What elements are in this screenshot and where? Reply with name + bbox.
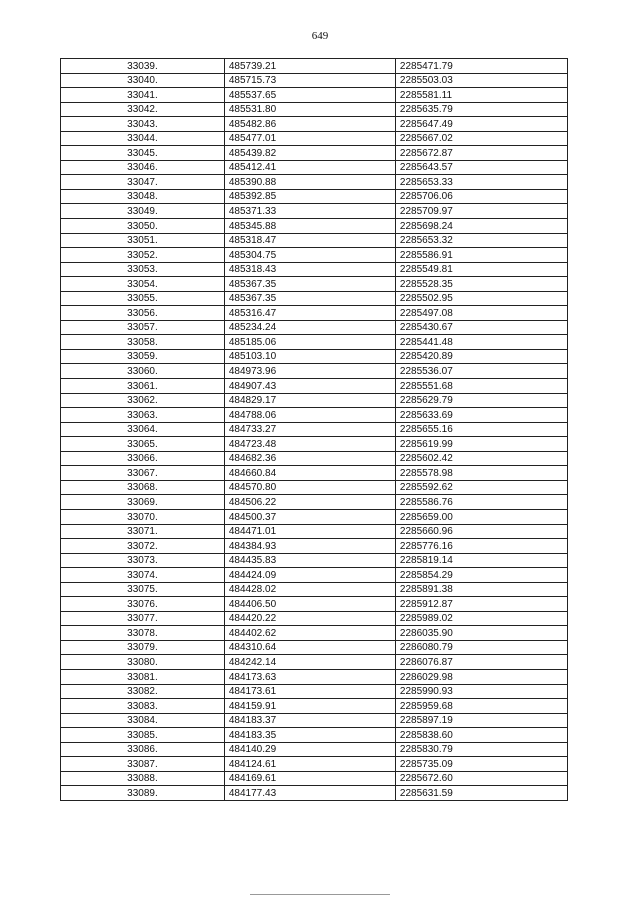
table-row (61, 422, 568, 437)
point-id-cell: 33051. (61, 233, 225, 248)
x-coordinate-cell: 484310.64 (224, 640, 395, 655)
x-coordinate-cell: 484506.22 (224, 495, 395, 510)
table-row (61, 509, 568, 524)
point-id-cell: 33047. (61, 175, 225, 190)
y-coordinate-cell: 2285592.62 (395, 480, 567, 495)
y-coordinate-cell: 2285655.16 (395, 422, 567, 437)
point-id-cell: 33040. (61, 73, 225, 88)
x-coordinate-cell: 485103.10 (224, 349, 395, 364)
y-coordinate-cell: 2285660.96 (395, 524, 567, 539)
table-row (61, 524, 568, 539)
y-coordinate-cell: 2285659.00 (395, 509, 567, 524)
table-row (61, 88, 568, 103)
point-id-cell: 33078. (61, 626, 225, 641)
table-row (61, 408, 568, 423)
point-id-cell: 33053. (61, 262, 225, 277)
point-id-cell: 33050. (61, 219, 225, 234)
y-coordinate-cell: 2285989.02 (395, 611, 567, 626)
table-row (61, 466, 568, 481)
footer-rule (250, 894, 390, 895)
x-coordinate-cell: 485412.41 (224, 160, 395, 175)
table-row (61, 684, 568, 699)
point-id-cell: 33064. (61, 422, 225, 437)
y-coordinate-cell: 2285578.98 (395, 466, 567, 481)
coordinates-table-body (61, 59, 568, 801)
table-row (61, 73, 568, 88)
y-coordinate-cell: 2285502.95 (395, 291, 567, 306)
y-coordinate-cell: 2285672.87 (395, 146, 567, 161)
y-coordinate-cell: 2285959.68 (395, 699, 567, 714)
coordinates-table (60, 58, 568, 801)
table-row (61, 189, 568, 204)
table-row (61, 146, 568, 161)
x-coordinate-cell: 484384.93 (224, 539, 395, 554)
x-coordinate-cell: 484406.50 (224, 597, 395, 612)
point-id-cell: 33066. (61, 451, 225, 466)
point-id-cell: 33045. (61, 146, 225, 161)
table-row (61, 699, 568, 714)
x-coordinate-cell: 485318.47 (224, 233, 395, 248)
y-coordinate-cell: 2285912.87 (395, 597, 567, 612)
x-coordinate-cell: 484973.96 (224, 364, 395, 379)
point-id-cell: 33080. (61, 655, 225, 670)
x-coordinate-cell: 484435.83 (224, 553, 395, 568)
x-coordinate-cell: 484424.09 (224, 568, 395, 583)
table-row (61, 379, 568, 394)
x-coordinate-cell: 484907.43 (224, 379, 395, 394)
y-coordinate-cell: 2286035.90 (395, 626, 567, 641)
y-coordinate-cell: 2285581.11 (395, 88, 567, 103)
x-coordinate-cell: 484570.80 (224, 480, 395, 495)
y-coordinate-cell: 2285653.32 (395, 233, 567, 248)
point-id-cell: 33062. (61, 393, 225, 408)
table-row (61, 233, 568, 248)
y-coordinate-cell: 2285528.35 (395, 277, 567, 292)
point-id-cell: 33087. (61, 757, 225, 772)
table-row (61, 335, 568, 350)
y-coordinate-cell: 2285672.60 (395, 771, 567, 786)
table-row (61, 131, 568, 146)
x-coordinate-cell: 485316.47 (224, 306, 395, 321)
x-coordinate-cell: 484124.61 (224, 757, 395, 772)
table-row (61, 349, 568, 364)
x-coordinate-cell: 484428.02 (224, 582, 395, 597)
x-coordinate-cell: 484183.37 (224, 713, 395, 728)
y-coordinate-cell: 2285420.89 (395, 349, 567, 364)
point-id-cell: 33054. (61, 277, 225, 292)
point-id-cell: 33077. (61, 611, 225, 626)
table-row (61, 626, 568, 641)
y-coordinate-cell: 2285706.06 (395, 189, 567, 204)
point-id-cell: 33063. (61, 408, 225, 423)
y-coordinate-cell: 2285819.14 (395, 553, 567, 568)
table-row (61, 553, 568, 568)
y-coordinate-cell: 2286080.79 (395, 640, 567, 655)
table-row (61, 655, 568, 670)
x-coordinate-cell: 485318.43 (224, 262, 395, 277)
point-id-cell: 33086. (61, 742, 225, 757)
x-coordinate-cell: 484159.91 (224, 699, 395, 714)
x-coordinate-cell: 485531.80 (224, 102, 395, 117)
table-row (61, 568, 568, 583)
point-id-cell: 33067. (61, 466, 225, 481)
y-coordinate-cell: 2285631.59 (395, 786, 567, 801)
x-coordinate-cell: 484242.14 (224, 655, 395, 670)
point-id-cell: 33058. (61, 335, 225, 350)
point-id-cell: 33042. (61, 102, 225, 117)
x-coordinate-cell: 485537.65 (224, 88, 395, 103)
x-coordinate-cell: 484829.17 (224, 393, 395, 408)
point-id-cell: 33041. (61, 88, 225, 103)
point-id-cell: 33082. (61, 684, 225, 699)
point-id-cell: 33075. (61, 582, 225, 597)
point-id-cell: 33088. (61, 771, 225, 786)
y-coordinate-cell: 2285551.68 (395, 379, 567, 394)
point-id-cell: 33083. (61, 699, 225, 714)
table-row (61, 59, 568, 74)
table-row (61, 291, 568, 306)
x-coordinate-cell: 484173.61 (224, 684, 395, 699)
y-coordinate-cell: 2285635.79 (395, 102, 567, 117)
table-row (61, 669, 568, 684)
y-coordinate-cell: 2286029.98 (395, 669, 567, 684)
point-id-cell: 33057. (61, 320, 225, 335)
table-row (61, 495, 568, 510)
table-row (61, 582, 568, 597)
y-coordinate-cell: 2285897.19 (395, 713, 567, 728)
point-id-cell: 33069. (61, 495, 225, 510)
point-id-cell: 33048. (61, 189, 225, 204)
table-row (61, 277, 568, 292)
y-coordinate-cell: 2285647.49 (395, 117, 567, 132)
table-row (61, 611, 568, 626)
point-id-cell: 33070. (61, 509, 225, 524)
x-coordinate-cell: 485392.85 (224, 189, 395, 204)
x-coordinate-cell: 485390.88 (224, 175, 395, 190)
table-row (61, 742, 568, 757)
point-id-cell: 33074. (61, 568, 225, 583)
table-row (61, 262, 568, 277)
y-coordinate-cell: 2285619.99 (395, 437, 567, 452)
point-id-cell: 33081. (61, 669, 225, 684)
x-coordinate-cell: 485739.21 (224, 59, 395, 74)
point-id-cell: 33072. (61, 539, 225, 554)
page-number: 649 (311, 30, 329, 42)
x-coordinate-cell: 485439.82 (224, 146, 395, 161)
point-id-cell: 33073. (61, 553, 225, 568)
point-id-cell: 33056. (61, 306, 225, 321)
x-coordinate-cell: 485477.01 (224, 131, 395, 146)
x-coordinate-cell: 485304.75 (224, 248, 395, 263)
point-id-cell: 33049. (61, 204, 225, 219)
x-coordinate-cell: 484733.27 (224, 422, 395, 437)
y-coordinate-cell: 2285602.42 (395, 451, 567, 466)
y-coordinate-cell: 2285536.07 (395, 364, 567, 379)
table-row (61, 306, 568, 321)
y-coordinate-cell: 2285838.60 (395, 728, 567, 743)
point-id-cell: 33065. (61, 437, 225, 452)
x-coordinate-cell: 484402.62 (224, 626, 395, 641)
y-coordinate-cell: 2285586.91 (395, 248, 567, 263)
x-coordinate-cell: 485715.73 (224, 73, 395, 88)
y-coordinate-cell: 2285667.02 (395, 131, 567, 146)
table-row (61, 771, 568, 786)
table-row (61, 437, 568, 452)
y-coordinate-cell: 2285653.33 (395, 175, 567, 190)
table-row (61, 757, 568, 772)
x-coordinate-cell: 485482.86 (224, 117, 395, 132)
x-coordinate-cell: 484173.63 (224, 669, 395, 684)
table-row (61, 786, 568, 801)
y-coordinate-cell: 2285854.29 (395, 568, 567, 583)
y-coordinate-cell: 2285776.16 (395, 539, 567, 554)
point-id-cell: 33059. (61, 349, 225, 364)
x-coordinate-cell: 484723.48 (224, 437, 395, 452)
x-coordinate-cell: 484420.22 (224, 611, 395, 626)
point-id-cell: 33076. (61, 597, 225, 612)
y-coordinate-cell: 2285586.76 (395, 495, 567, 510)
y-coordinate-cell: 2285430.67 (395, 320, 567, 335)
table-row (61, 117, 568, 132)
table-row (61, 393, 568, 408)
x-coordinate-cell: 485185.06 (224, 335, 395, 350)
point-id-cell: 33043. (61, 117, 225, 132)
y-coordinate-cell: 2285990.93 (395, 684, 567, 699)
x-coordinate-cell: 485234.24 (224, 320, 395, 335)
y-coordinate-cell: 2286076.87 (395, 655, 567, 670)
x-coordinate-cell: 484471.01 (224, 524, 395, 539)
table-row (61, 364, 568, 379)
point-id-cell: 33071. (61, 524, 225, 539)
point-id-cell: 33046. (61, 160, 225, 175)
x-coordinate-cell: 485367.35 (224, 291, 395, 306)
y-coordinate-cell: 2285830.79 (395, 742, 567, 757)
table-row (61, 102, 568, 117)
y-coordinate-cell: 2285735.09 (395, 757, 567, 772)
x-coordinate-cell: 484140.29 (224, 742, 395, 757)
point-id-cell: 33060. (61, 364, 225, 379)
y-coordinate-cell: 2285549.81 (395, 262, 567, 277)
point-id-cell: 33068. (61, 480, 225, 495)
point-id-cell: 33055. (61, 291, 225, 306)
x-coordinate-cell: 484500.37 (224, 509, 395, 524)
y-coordinate-cell: 2285643.57 (395, 160, 567, 175)
table-row (61, 320, 568, 335)
table-row (61, 219, 568, 234)
table-row (61, 713, 568, 728)
point-id-cell: 33084. (61, 713, 225, 728)
table-row (61, 248, 568, 263)
x-coordinate-cell: 485371.33 (224, 204, 395, 219)
y-coordinate-cell: 2285503.03 (395, 73, 567, 88)
y-coordinate-cell: 2285629.79 (395, 393, 567, 408)
point-id-cell: 33061. (61, 379, 225, 394)
y-coordinate-cell: 2285698.24 (395, 219, 567, 234)
y-coordinate-cell: 2285891.38 (395, 582, 567, 597)
point-id-cell: 33039. (61, 59, 225, 74)
x-coordinate-cell: 484177.43 (224, 786, 395, 801)
point-id-cell: 33079. (61, 640, 225, 655)
x-coordinate-cell: 484183.35 (224, 728, 395, 743)
table-row (61, 640, 568, 655)
x-coordinate-cell: 484660.84 (224, 466, 395, 481)
point-id-cell: 33089. (61, 786, 225, 801)
x-coordinate-cell: 484682.36 (224, 451, 395, 466)
y-coordinate-cell: 2285633.69 (395, 408, 567, 423)
table-row (61, 597, 568, 612)
x-coordinate-cell: 484169.61 (224, 771, 395, 786)
x-coordinate-cell: 484788.06 (224, 408, 395, 423)
y-coordinate-cell: 2285497.08 (395, 306, 567, 321)
table-row (61, 539, 568, 554)
table-row (61, 160, 568, 175)
table-row (61, 175, 568, 190)
table-row (61, 204, 568, 219)
x-coordinate-cell: 485345.88 (224, 219, 395, 234)
table-row (61, 451, 568, 466)
point-id-cell: 33044. (61, 131, 225, 146)
y-coordinate-cell: 2285471.79 (395, 59, 567, 74)
y-coordinate-cell: 2285441.48 (395, 335, 567, 350)
table-row (61, 480, 568, 495)
point-id-cell: 33085. (61, 728, 225, 743)
x-coordinate-cell: 485367.35 (224, 277, 395, 292)
y-coordinate-cell: 2285709.97 (395, 204, 567, 219)
table-row (61, 728, 568, 743)
point-id-cell: 33052. (61, 248, 225, 263)
